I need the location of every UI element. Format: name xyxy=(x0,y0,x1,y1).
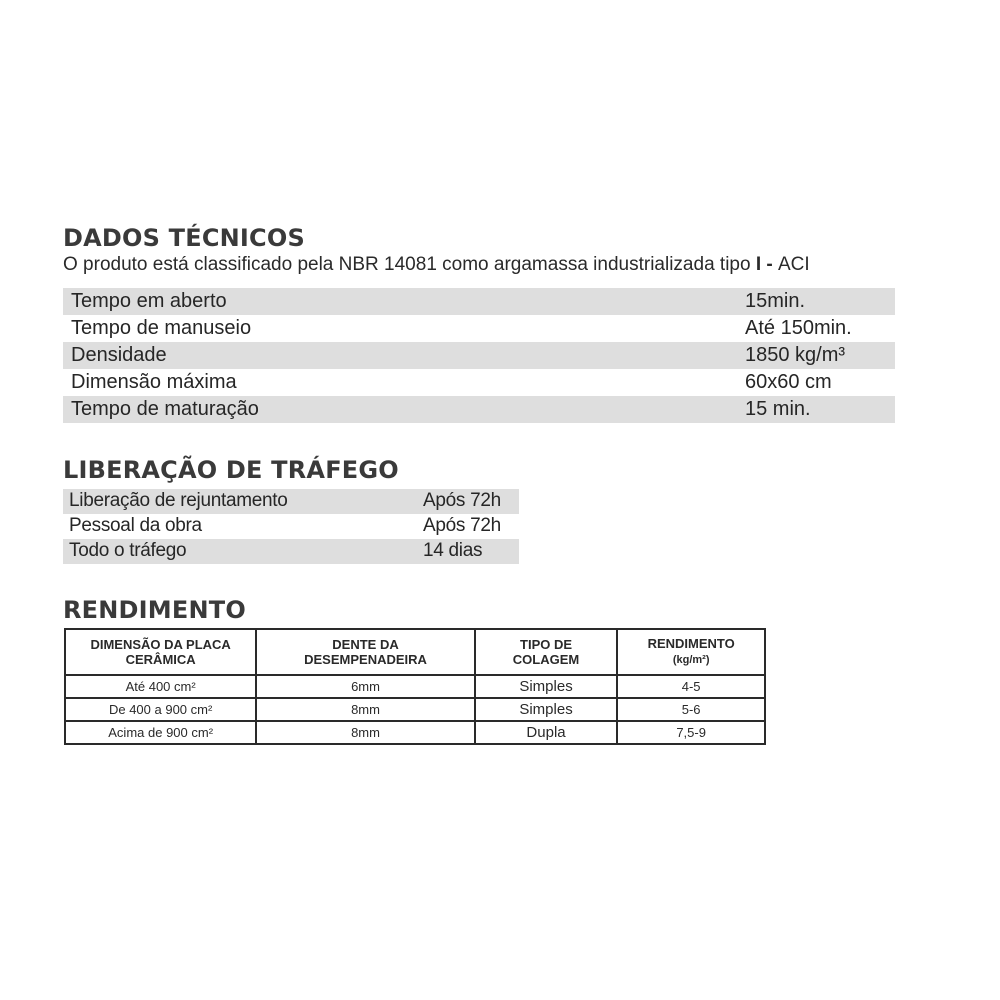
column-header-line: DENTE DA xyxy=(332,637,399,652)
technical-row-label: Densidade xyxy=(71,344,167,366)
cell-plate-dimension: De 400 a 900 cm² xyxy=(65,698,256,721)
traffic-row-label: Liberação de rejuntamento xyxy=(69,490,288,511)
yield-table-header-row xyxy=(65,629,765,675)
cell-trowel-tooth: 6mm xyxy=(256,675,474,698)
traffic-row-value: Após 72h xyxy=(423,515,501,536)
table-row xyxy=(65,675,765,698)
cell-bonding-type: Simples xyxy=(475,675,618,698)
technical-row xyxy=(63,396,895,423)
technical-row-label: Tempo em aberto xyxy=(71,290,227,312)
cell-yield: 4-5 xyxy=(617,675,765,698)
cell-bonding-type: Simples xyxy=(475,698,618,721)
cell-yield: 5-6 xyxy=(617,698,765,721)
classification-type: I - xyxy=(755,254,778,275)
traffic-row-value: 14 dias xyxy=(423,540,483,561)
cell-trowel-tooth: 8mm xyxy=(256,721,474,744)
cell-yield: 7,5-9 xyxy=(617,721,765,744)
column-header-line: TIPO DE xyxy=(520,637,573,652)
traffic-row-label: Pessoal da obra xyxy=(69,515,202,536)
technical-row-value: 1850 kg/m³ xyxy=(745,344,846,366)
technical-row xyxy=(63,288,895,315)
technical-row-value: 60x60 cm xyxy=(745,371,832,393)
traffic-row xyxy=(63,539,519,564)
traffic-row xyxy=(63,514,519,539)
technical-row xyxy=(63,342,895,369)
table-row xyxy=(65,698,765,721)
column-header-line: DESEMPENADEIRA xyxy=(304,652,427,667)
column-header-line: RENDIMENTO xyxy=(647,636,735,651)
technical-row-value: Até 150min. xyxy=(745,317,852,339)
technical-row-label: Tempo de manuseio xyxy=(71,317,252,339)
cell-plate-dimension: Até 400 cm² xyxy=(65,675,256,698)
column-header-yield xyxy=(617,629,765,675)
classification-text-prefix: O produto está classificado pela NBR 14081 como argamassa industrializada tipo xyxy=(63,254,756,275)
technical-row-label: Tempo de maturação xyxy=(71,398,259,420)
section-title-liberacao-trafego: LIBERAÇÃO DE TRÁFEGO xyxy=(63,456,399,484)
technical-data-table xyxy=(63,288,895,423)
column-header-line: CERÂMICA xyxy=(125,652,196,667)
cell-bonding-type: Dupla xyxy=(475,721,618,744)
technical-row xyxy=(63,369,895,396)
traffic-row-label: Todo o tráfego xyxy=(69,540,187,561)
technical-row-label: Dimensão máxima xyxy=(71,371,237,393)
column-header-plate-dimension xyxy=(65,629,256,675)
traffic-row xyxy=(63,489,519,514)
column-header-unit: (kg/m²) xyxy=(672,654,710,666)
traffic-release-table xyxy=(63,489,519,564)
cell-plate-dimension: Acima de 900 cm² xyxy=(65,721,256,744)
technical-row xyxy=(63,315,895,342)
cell-trowel-tooth: 8mm xyxy=(256,698,474,721)
traffic-row-value: Após 72h xyxy=(423,490,501,511)
column-header-trowel-tooth xyxy=(256,629,474,675)
column-header-bonding-type xyxy=(475,629,618,675)
column-header-line: DIMENSÃO DA PLACA xyxy=(90,637,231,652)
section-title-rendimento: RENDIMENTO xyxy=(63,596,246,624)
technical-row-value: 15min. xyxy=(745,290,806,312)
table-row xyxy=(65,721,765,744)
technical-row-value: 15 min. xyxy=(745,398,811,420)
column-header-line: COLAGEM xyxy=(512,652,580,667)
section-title-dados-tecnicos: DADOS TÉCNICOS xyxy=(63,224,305,252)
product-classification-text xyxy=(63,253,810,277)
classification-text-suffix: ACI xyxy=(778,254,810,275)
yield-table xyxy=(64,628,766,745)
